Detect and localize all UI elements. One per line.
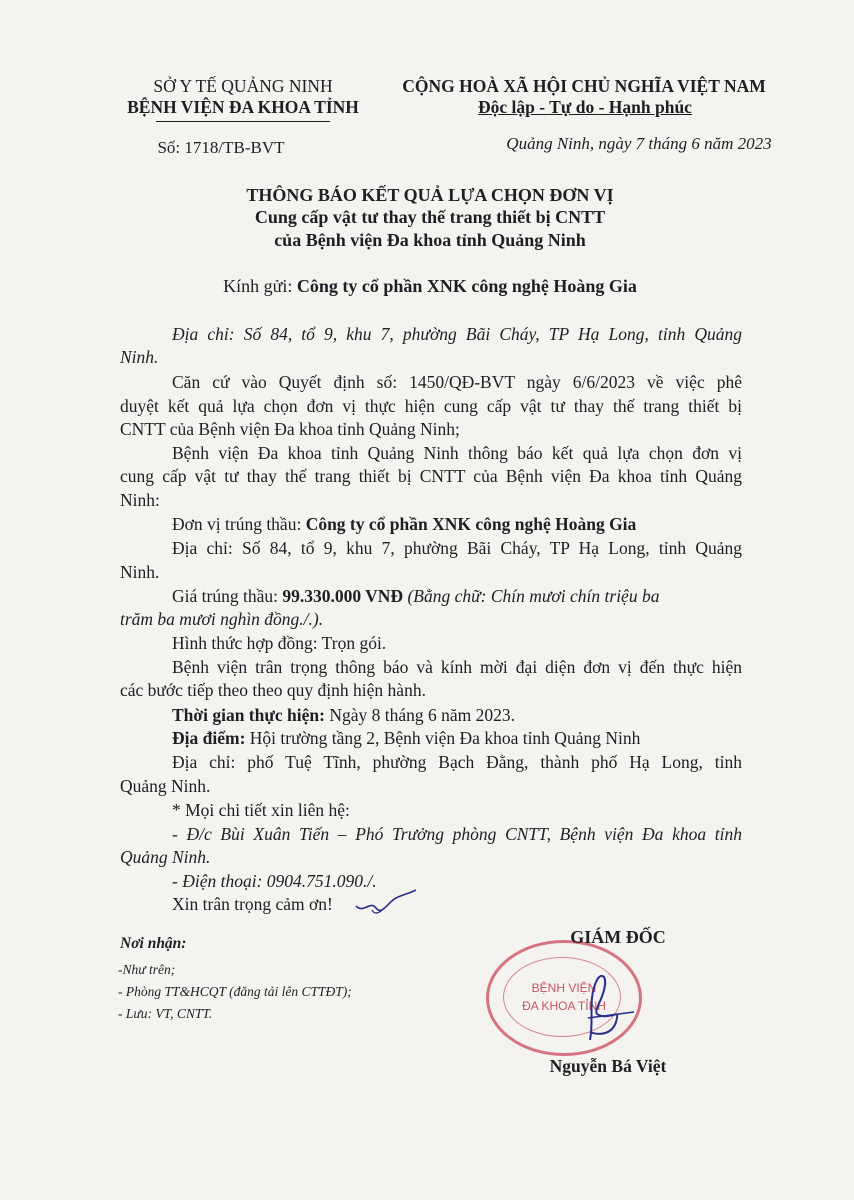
thanks-line: Xin trân trọng cảm ơn!: [172, 894, 333, 914]
header-left-rule: [156, 121, 330, 122]
signer-title: GIÁM ĐỐC: [570, 927, 666, 947]
venue-line: [172, 727, 640, 749]
winner-address-a: Địa chỉ: Số 84, tổ 9, khu 7, phường Bãi Cháy, TP Hạ Long, tỉnh Quảng: [172, 538, 742, 558]
notice-line-a: Bệnh viện Đa khoa tỉnh Quảng Ninh thông báo kết quả lựa chọn đơn vị: [172, 443, 742, 463]
winner-address-b: Ninh.: [120, 562, 160, 582]
basis-line-c: CNTT của Bệnh viện Đa khoa tỉnh Quảng Ninh;: [120, 419, 460, 439]
notice-subtitle-2: của Bệnh viện Đa khoa tỉnh Quảng Ninh: [274, 230, 586, 250]
basis-line-b: duyệt kết quả lựa chọn đơn vị thực hiện cung cấp vật tư thay thế trang thiết bị: [120, 396, 742, 416]
recipient-name: Công ty cổ phần XNK công nghệ Hoàng Gia: [296, 276, 637, 296]
issuing-hospital: BỆNH VIỆN ĐA KHOA TỈNH: [127, 97, 359, 117]
venue-label: Địa điểm:: [172, 728, 246, 748]
notice-title: THÔNG BÁO KẾT QUẢ LỰA CHỌN ĐƠN VỊ: [246, 185, 614, 205]
venue-value: Hội trường tầng 2, Bệnh viện Đa khoa tỉnh Quảng Ninh: [245, 728, 641, 748]
recipient-label: Kính gửi:: [223, 276, 297, 296]
notice-line-b: cung cấp vật tư thay thế trang thiết bị CNTT của Bệnh viện Đa khoa tỉnh Quảng: [120, 466, 742, 486]
winner-name: Công ty cổ phần XNK công nghệ Hoàng Gia: [305, 514, 637, 534]
price-label: Giá trúng thầu:: [172, 586, 283, 606]
national-motto-wrap: [420, 97, 750, 118]
contract-type: Hình thức hợp đồng: Trọn gói.: [172, 633, 387, 653]
notice-line-c: Ninh:: [120, 490, 160, 510]
price-words-a: (Bằng chữ: Chín mươi chín triệu ba: [403, 586, 660, 606]
director-signature-icon: [560, 960, 650, 1050]
time-label: Thời gian thực hiện:: [172, 705, 325, 725]
contact-person-a: - Đ/c Bùi Xuân Tiến – Phó Trưởng phòng CNTT, Bệnh viện Đa khoa tỉnh: [172, 824, 742, 844]
price-words-b: trăm ba mươi nghìn đồng./.).: [120, 609, 324, 629]
signer-name: Nguyễn Bá Việt: [549, 1056, 667, 1076]
recipient-item: -Như trên;: [118, 962, 176, 977]
issuing-department: SỞ Y TẾ QUẢNG NINH: [153, 76, 333, 96]
address-line-1b: Ninh.: [120, 347, 159, 367]
recipient-item: - Phòng TT&HCQT (đăng tải lên CTTĐT);: [118, 984, 352, 999]
time-line: [172, 704, 515, 726]
winner-label: Đơn vị trúng thầu:: [172, 514, 306, 534]
basis-line-a: Căn cứ vào Quyết định số: 1450/QĐ-BVT ngày 6/6/2023 về việc phê: [172, 372, 742, 392]
address-line-1a: Địa chỉ: Số 84, tổ 9, khu 7, phường Bãi Cháy, TP Hạ Long, tỉnh Quảng: [172, 324, 742, 344]
notice-subtitle-1: Cung cấp vật tư thay thế trang thiết bị CNTT: [254, 207, 606, 227]
invite-line-a: Bệnh viện trân trọng thông báo và kính mời đại diện đơn vị đến thực hiện: [172, 657, 742, 677]
national-title: CỘNG HOÀ XÃ HỘI CHỦ NGHĨA VIỆT NAM: [402, 76, 766, 96]
contact-heading: * Mọi chi tiết xin liên hệ:: [172, 800, 350, 820]
venue-address-b: Quảng Ninh.: [120, 776, 211, 796]
place-date: Quảng Ninh, ngày 7 tháng 6 năm 2023: [506, 134, 772, 153]
time-value: Ngày 8 tháng 6 năm 2023.: [324, 705, 515, 725]
initial-signature-icon: [352, 884, 422, 920]
price-value: 99.330.000 VNĐ: [282, 586, 404, 606]
stamp-line-1: BỆNH VIỆN: [531, 981, 597, 995]
contact-phone: - Điện thoại: 0904.751.090./.: [172, 871, 377, 891]
invite-line-b: các bước tiếp theo theo quy định hiện hành.: [120, 680, 426, 700]
recipients-heading: Nơi nhận:: [120, 935, 187, 952]
venue-address-a: Địa chỉ: phố Tuệ Tĩnh, phường Bạch Đằng, thành phố Hạ Long, tỉnh: [172, 752, 742, 772]
winner-line: [172, 513, 636, 535]
document-number: Số: 1718/TB-BVT: [157, 138, 285, 157]
national-motto: Độc lập - Tự do - Hạnh phúc: [478, 97, 692, 117]
stamp-line-2: ĐA KHOA TỈNH: [522, 999, 606, 1013]
recipient-item: - Lưu: VT, CNTT.: [118, 1006, 213, 1021]
contact-person-b: Quảng Ninh.: [120, 847, 211, 867]
recipient-line: [120, 276, 740, 297]
price-line: [172, 585, 659, 607]
